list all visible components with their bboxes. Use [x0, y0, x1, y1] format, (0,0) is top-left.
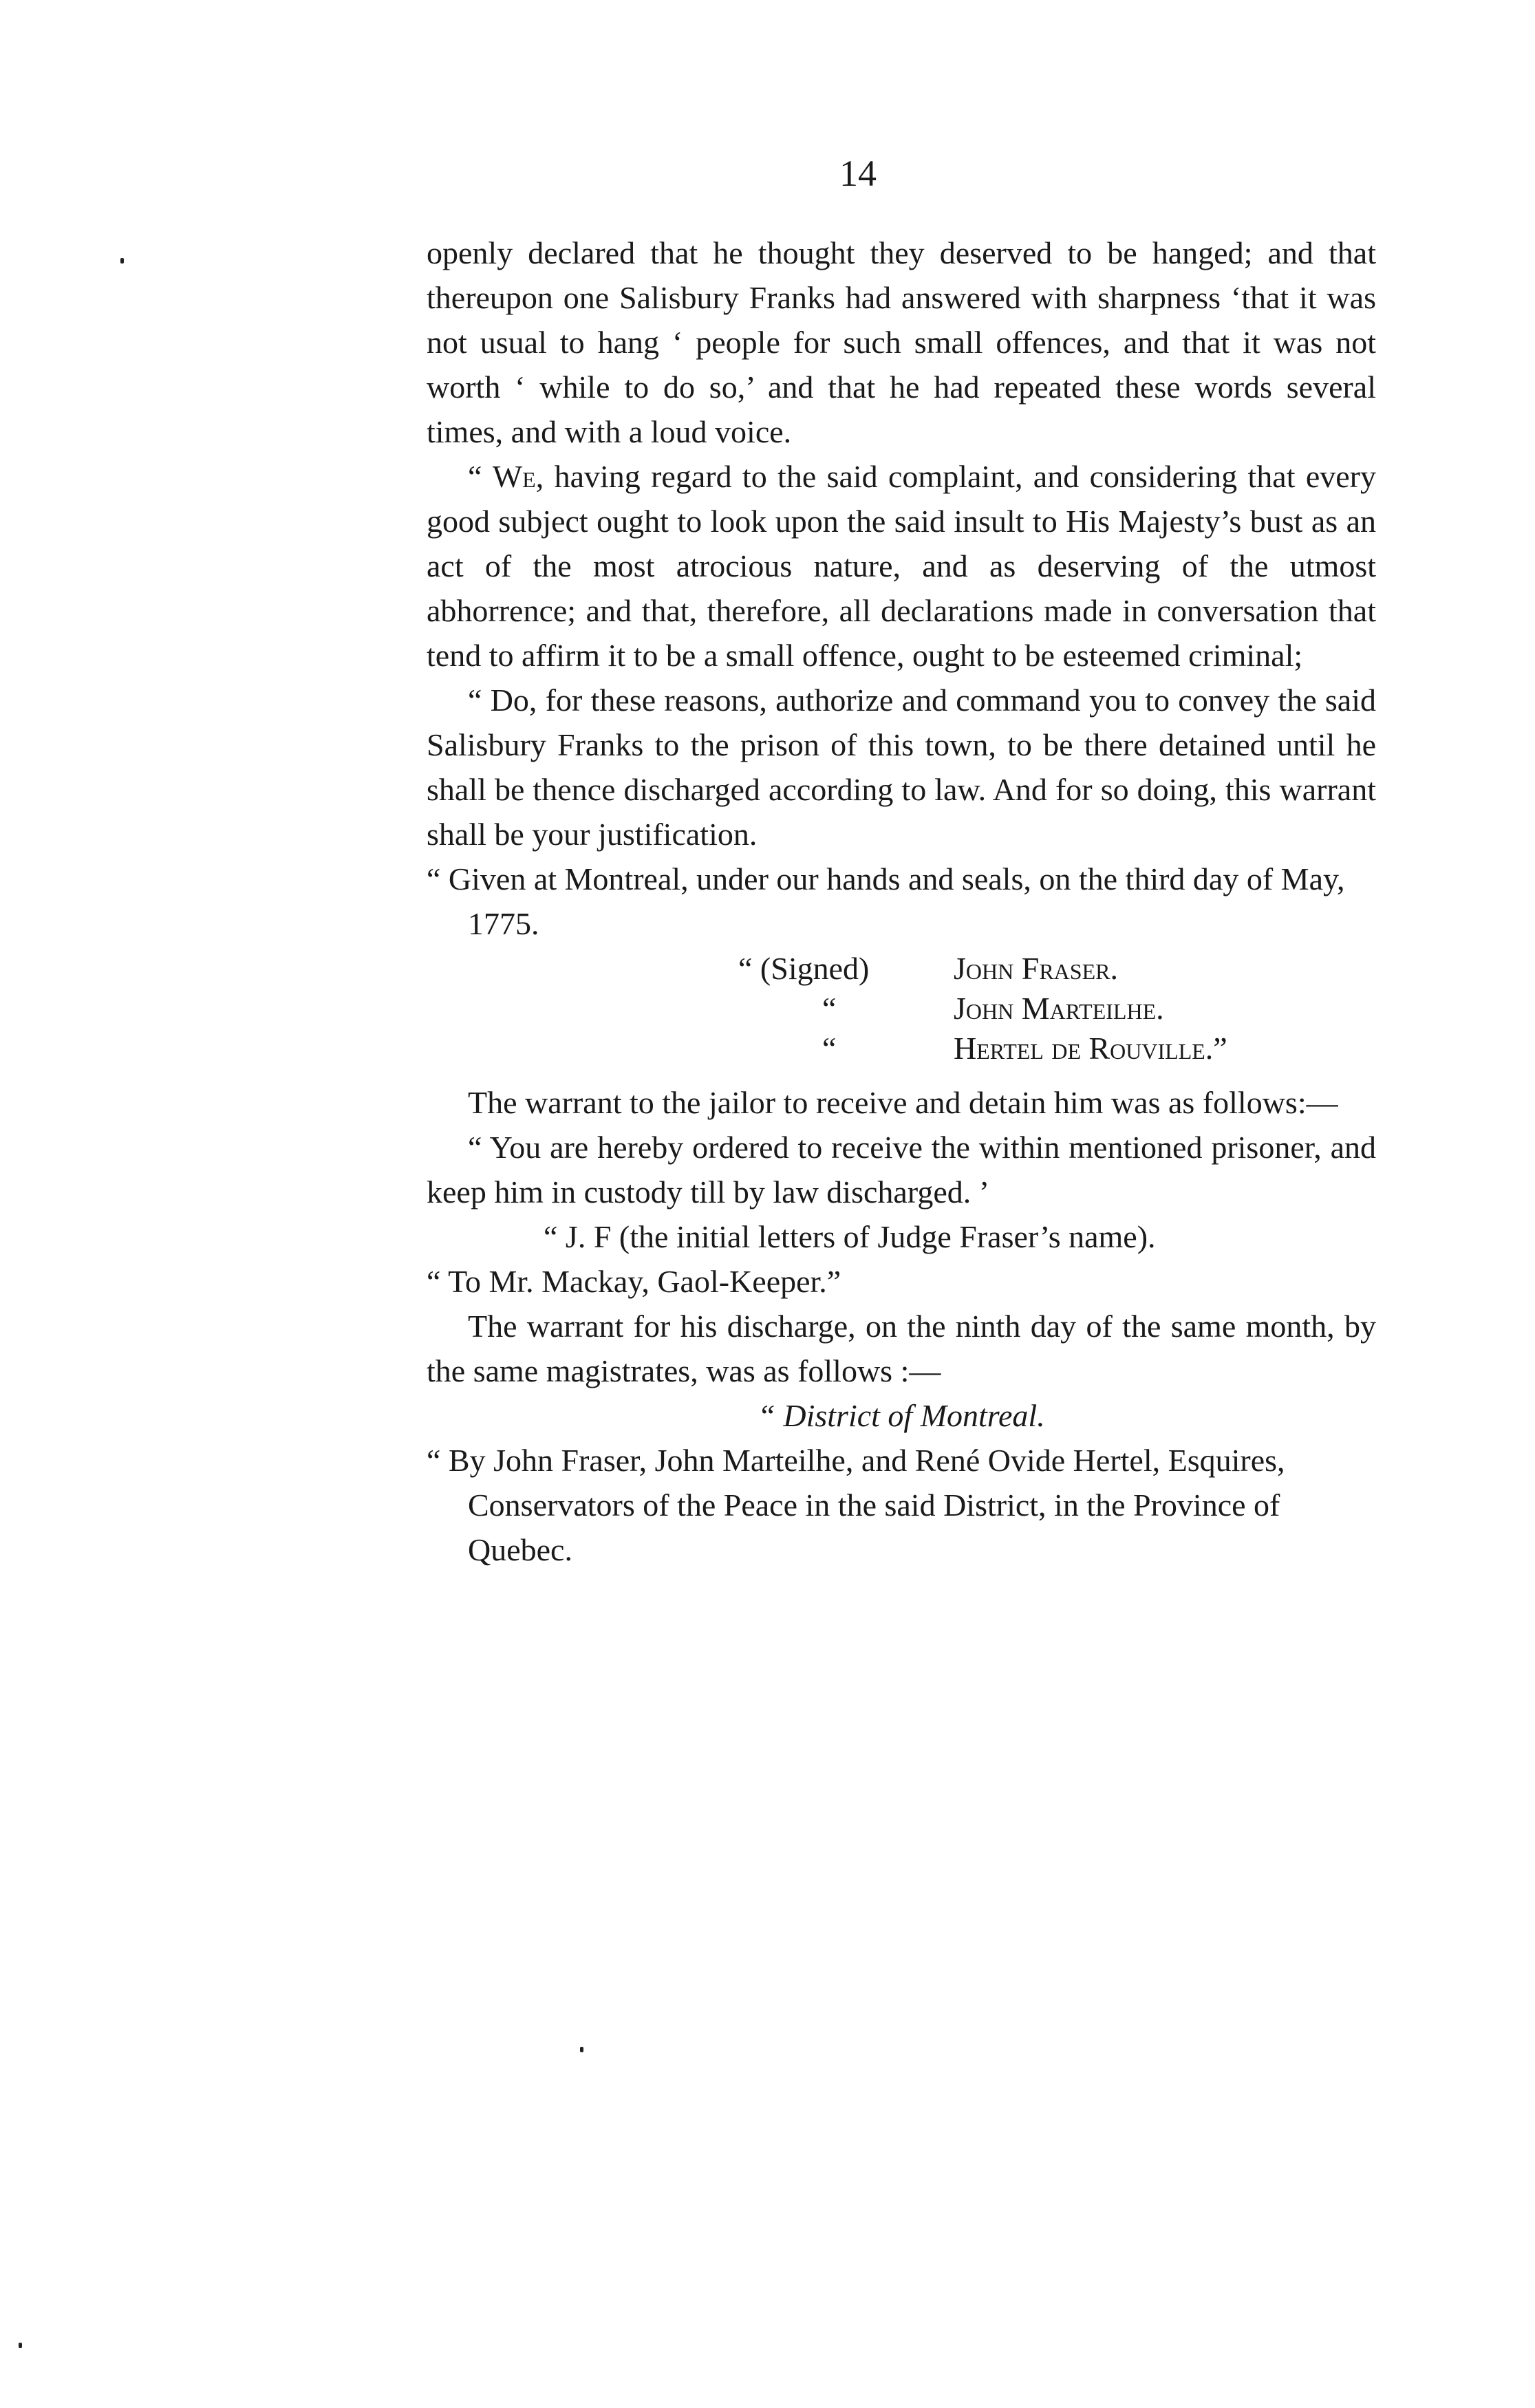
- paragraph-do: “ Do, for these reasons, authorize and command you to convey the said Salisbury Franks to the prison of this town, to be there detained until he shall be thence discharged according to law. And for so doing, this warrant shall be your justification.: [427, 682, 1376, 852]
- paragraph-jailor-warrant: The warrant to the jailor to receive and detain him was as follows:—: [468, 1085, 1338, 1120]
- scan-speck: [19, 2343, 22, 2348]
- signature-prefix: “ (Signed): [738, 951, 870, 986]
- signature-prefix: “: [822, 1031, 837, 1066]
- scan-speck: [120, 258, 124, 264]
- paragraph-initials: “ J. F (the initial letters of Judge Fraser’s name).: [544, 1219, 1156, 1254]
- paragraph-by-magistrates: “ By John Fraser, John Marteilhe, and René Ovide Hertel, Esquires, Conservators of the Peace in the said District, in the Province of Quebec.: [427, 1443, 1285, 1567]
- scan-speck: [580, 2047, 583, 2052]
- signature-row: [427, 946, 1376, 989]
- page-number: 14: [839, 153, 877, 194]
- signature-name: Hertel de Rouville.”: [954, 1031, 1227, 1066]
- signature-block: [427, 946, 1376, 1080]
- paragraph-we-open-quote: “: [468, 459, 493, 494]
- paragraph-jailor-order: “ You are hereby ordered to receive the within mentioned prisoner, and keep him in custody till by law discharged. ’: [427, 1130, 1376, 1210]
- paragraph-we-lead-word: We: [492, 459, 536, 494]
- signature-row: [427, 1026, 1376, 1068]
- signature-name: John Marteilhe.: [954, 991, 1164, 1026]
- paragraph-we: [427, 454, 1376, 678]
- page-body: [427, 230, 1376, 1572]
- paragraph-given: “ Given at Montreal, under our hands and seals, on the third day of May, 1775.: [427, 861, 1345, 941]
- paragraph-district-heading: “ District of Montreal.: [758, 1398, 1045, 1433]
- paragraph-continuation: openly declared that he thought they deserved to be hanged; and that thereupon one Salisbury Franks had answered with sharpness ‘that it was not usual to hang ‘ people for such small offences, and that it was not worth ‘ while to do so,’ and that he had repeated these words several times, and with a loud voice.: [427, 235, 1376, 449]
- signature-prefix: “: [822, 991, 837, 1026]
- paragraph-addressee: “ To Mr. Mackay, Gaol-Keeper.”: [427, 1264, 841, 1299]
- paragraph-discharge-warrant: The warrant for his discharge, on the ninth day of the same month, by the same magistrates, was as follows :—: [427, 1309, 1376, 1388]
- paragraph-we-text: , having regard to the said complaint, and considering that every good subject ought to look upon the said insult to His Majesty’s bust as an act of the most atrocious nature, and as deserving of the utmost abhorrence; and that, therefore, all declarations made in conversation that tend to affirm it to be a small offence, ought to be esteemed criminal;: [427, 459, 1376, 673]
- signature-name: John Fraser.: [954, 951, 1118, 986]
- signature-row: [427, 986, 1376, 1029]
